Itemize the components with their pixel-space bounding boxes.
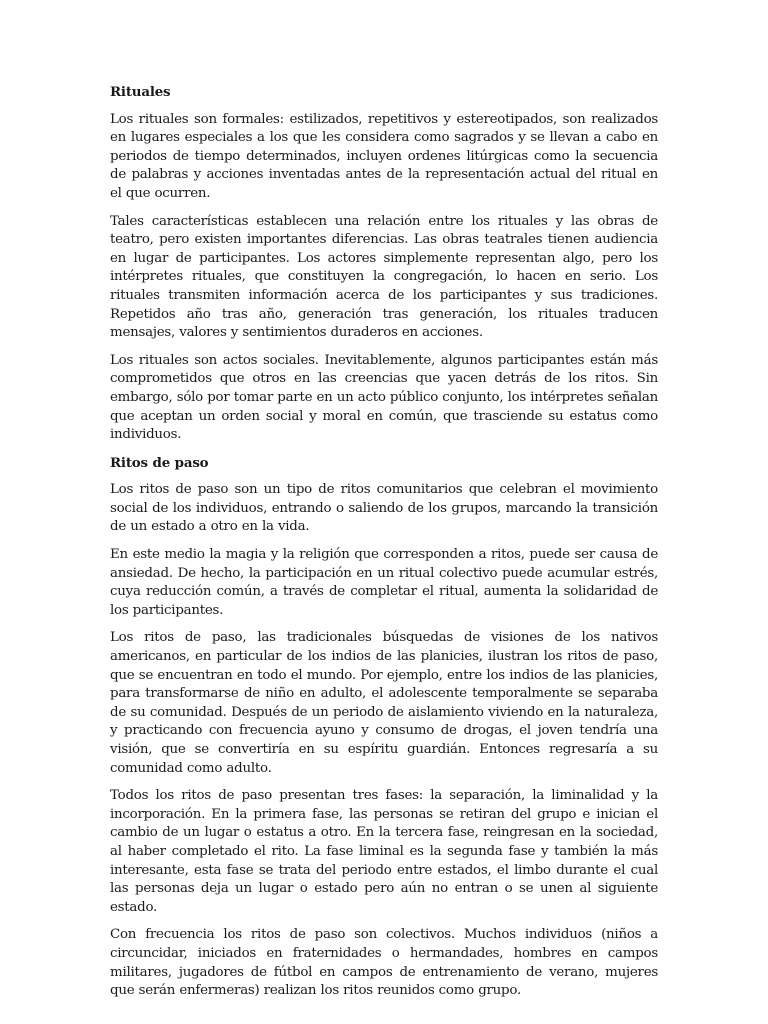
- paragraph: Todos los ritos de paso presentan tres fases: la separación, la liminalidad y la incorporación. En la primera fase, las personas se retiran del grupo e inician el cambio de un lugar o estatus a otro. En la tercera fase, reingresan en la sociedad, al haber completado el rito. La fase liminal es la segunda fase y también la más interesante, esta fase se trata del periodo entre estados, el limbo durante el cual las personas deja un lugar o estado pero aún no entran o se unen al siguiente estado.: [110, 788, 658, 915]
- paragraph: Los rituales son formales: estilizados, repetitivos y estereotipados, son realizados en lugares especiales a los que les considera como sagrados y se llevan a cabo en periodos de tiempo determinados, incluyen ordenes litúrgicas como la secuencia de palabras y acciones inventadas antes de la representación actual del ritual en el que ocurren.: [110, 111, 658, 201]
- section-title: Ritos de paso: [110, 454, 209, 471]
- paragraph: Tales características establecen una relación entre los rituales y las obras de teatro, pero existen importantes diferencias. Las obras teatrales tienen audiencia en lugar de participantes. Los actores simplemente representan algo, pero los intérpretes rituales, que constituyen la congregación, lo hacen en serio. Los rituales transmiten información acerca de los participantes y sus tradiciones. Repetidos año tras año, generación tras generación, los rituales traducen mensajes, valores y sentimientos duraderos en acciones.: [110, 213, 658, 341]
- paragraph: Los ritos de paso son un tipo de ritos comunitarios que celebran el movimiento social de los individuos, entrando o saliendo de los grupos, marcando la transición de un estado a otro en la vida.: [110, 482, 658, 535]
- paragraph: Los ritos de paso, las tradicionales búsquedas de visiones de los nativos americanos, en particular de los indios de las planicies, ilustran los ritos de paso, que se encuentran en todo el mundo. Por ejemplo, entre los indios de las planicies, para transformarse de niño en adulto, el adolescente temporalmente se separaba de su comunidad. Después de un periodo de aislamiento viviendo en la naturaleza, y practicando con frecuencia ayuno y consumo de drogas, el joven tendría una visión, que se convertiría en su espíritu guardián. Entonces regresaría a su comunidad como adulto.: [110, 630, 658, 776]
- document-page: [110, 83, 658, 1010]
- paragraph: Los rituales son actos sociales. Inevitablemente, algunos participantes están más comprometidos que otros en las creencias que yacen detrás de los ritos. Sin embargo, sólo por tomar parte en un acto público conjunto, los intérpretes señalan que aceptan un orden social y moral en común, que trasciende su estatus como individuos.: [110, 352, 658, 443]
- paragraph: Con frecuencia los ritos de paso son colectivos. Muchos individuos (niños a circuncidar, iniciados en fraternidades o hermandades, hombres en campos militares, jugadores de fútbol en campos de entrenamiento de verano, mujeres que serán enfermeras) realizan los ritos reunidos como grupo.: [110, 927, 658, 999]
- section-rituales: [110, 83, 658, 445]
- section-ritos-de-paso: [110, 454, 658, 1001]
- paragraph: En este medio la magia y la religión que corresponden a ritos, puede ser causa de ansiedad. De hecho, la participación en un ritual colectivo puede acumular estrés, cuya reducción común, a través de completar el ritual, aumenta la solidaridad de los participantes.: [110, 547, 658, 618]
- section-title: Rituales: [110, 84, 171, 100]
